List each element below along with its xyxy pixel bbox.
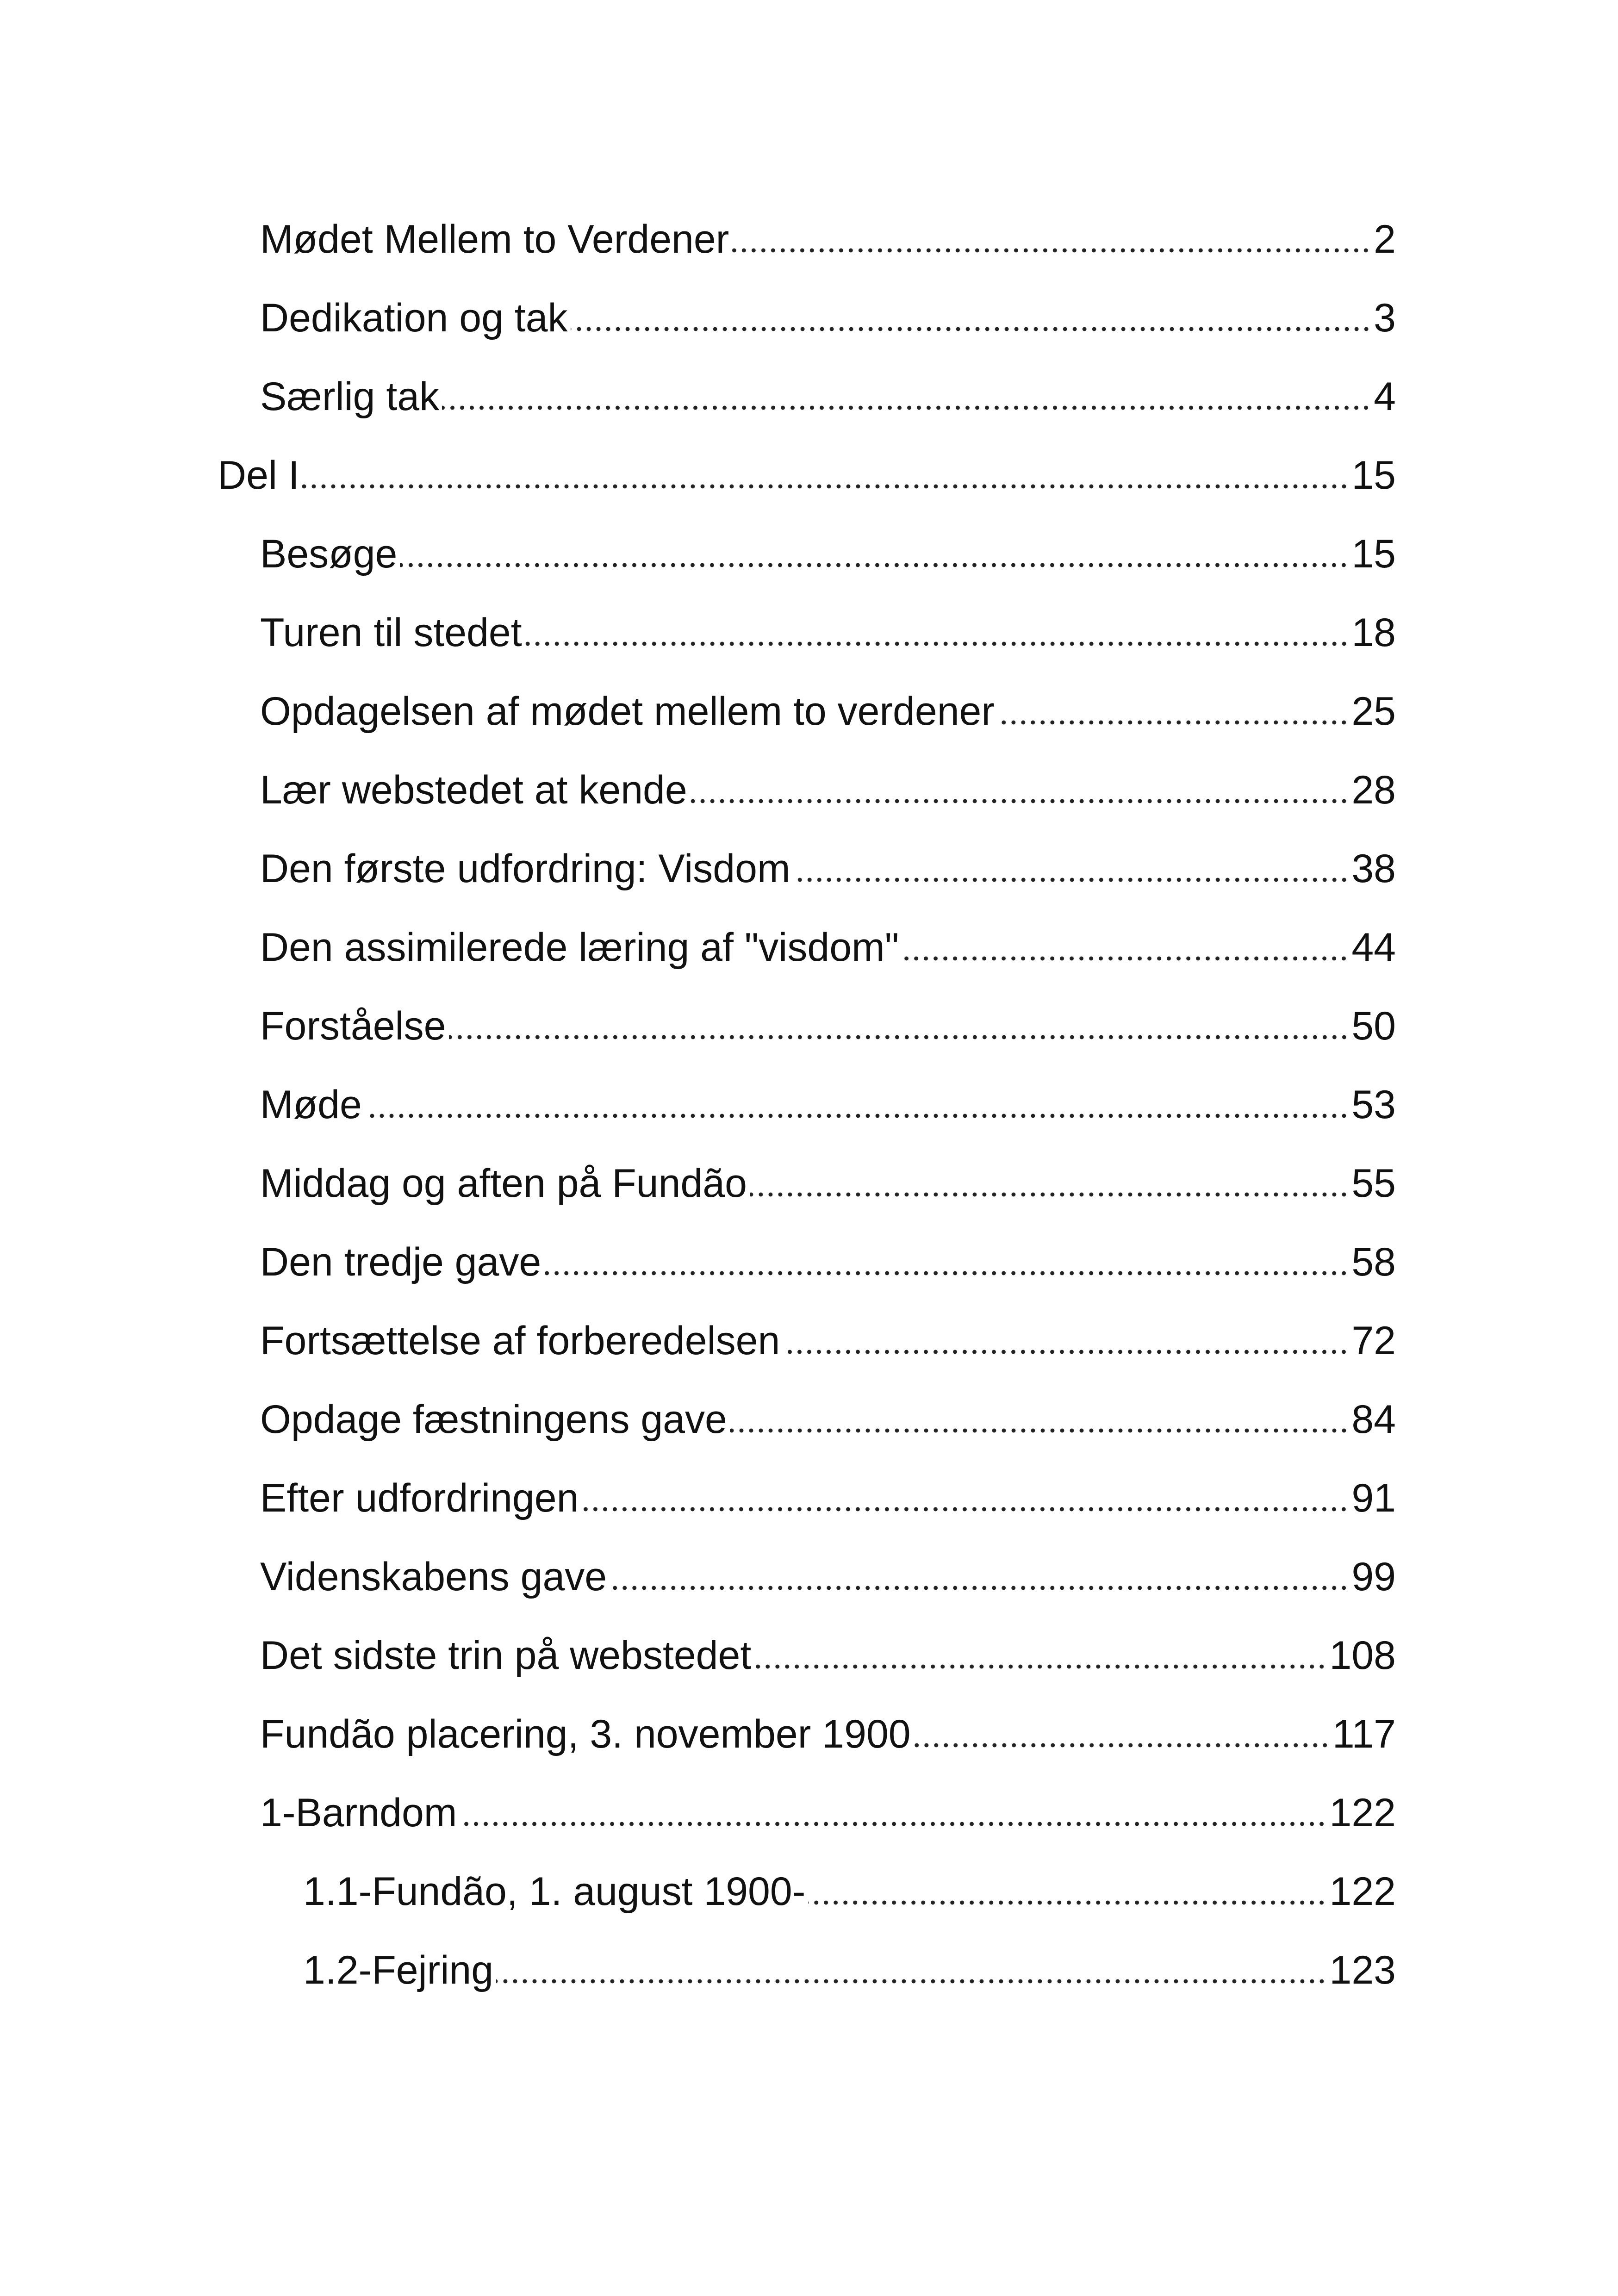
toc-entry-page-number: 55 (1351, 1161, 1396, 1206)
toc-entry[interactable] (260, 1384, 1396, 1442)
toc-entry[interactable] (260, 1069, 1396, 1125)
dot-leader (365, 1114, 1349, 1118)
toc-entry-title: Besøge (260, 532, 398, 576)
toc-entry[interactable] (260, 1699, 1396, 1754)
dot-leader (793, 877, 1349, 882)
toc-entry-title: Middag og aften på Fundão (260, 1161, 747, 1206)
dot-leader (581, 1507, 1349, 1512)
toc-entry-title: Særlig tak (260, 374, 440, 419)
toc-entry[interactable] (260, 754, 1396, 810)
dot-leader (302, 484, 1349, 489)
toc-entry-title: Del I (218, 453, 299, 498)
toc-entry[interactable] (260, 1620, 1396, 1678)
toc-entry-page-number: 3 (1374, 296, 1396, 340)
toc-entry[interactable] (260, 1148, 1396, 1206)
toc-entry-title: Opdagelsen af mødet mellem to verdener (260, 689, 995, 734)
toc-entry-page-number: 108 (1329, 1633, 1396, 1678)
toc-entry[interactable] (260, 833, 1396, 889)
dot-leader (449, 1035, 1349, 1039)
toc-entry[interactable] (260, 912, 1396, 970)
toc-entry-title: Mødet Mellem to Verdener (260, 217, 729, 261)
toc-entry[interactable] (260, 204, 1396, 259)
toc-entry-page-number: 50 (1351, 1004, 1396, 1048)
dot-leader (400, 563, 1349, 567)
toc-entry[interactable] (260, 282, 1396, 338)
toc-entry-page-number: 28 (1351, 768, 1396, 812)
toc-entry-page-number: 99 (1351, 1555, 1396, 1599)
toc-entry-title: Lær webstedet at kende (260, 768, 687, 812)
toc-entry-title: Fundão placering, 3. november 1900 (260, 1712, 911, 1756)
toc-entry-title: Turen til stedet (260, 610, 522, 655)
toc-entry[interactable] (260, 1777, 1396, 1833)
toc-entry-page-number: 53 (1351, 1083, 1396, 1127)
dot-leader (997, 720, 1349, 725)
dot-leader (914, 1743, 1330, 1748)
toc-entry-page-number: 15 (1351, 453, 1396, 498)
toc-entry[interactable] (303, 1856, 1396, 1914)
toc-entry-title: Møde (260, 1083, 362, 1127)
toc-entry-page-number: 117 (1332, 1712, 1396, 1756)
toc-entry-title: Fortsættelse af forberedelsen (260, 1319, 780, 1363)
toc-entry-title: Den tredje gave (260, 1240, 541, 1284)
toc-entry-page-number: 122 (1329, 1869, 1396, 1914)
dot-leader (732, 248, 1371, 253)
dot-leader (525, 641, 1349, 646)
dot-leader (690, 799, 1349, 803)
dot-leader (754, 1664, 1326, 1669)
dot-leader (571, 327, 1371, 331)
toc-entry[interactable] (260, 990, 1396, 1046)
toc-entry-page-number: 18 (1351, 610, 1396, 655)
toc-entry-page-number: 58 (1351, 1240, 1396, 1284)
toc-entry-page-number: 44 (1351, 925, 1396, 970)
toc-entry[interactable] (260, 1541, 1396, 1597)
toc-entry-page-number: 2 (1374, 217, 1396, 261)
dot-leader (460, 1822, 1326, 1826)
toc-entry-title: 1.1-Fundão, 1. august 1900- (303, 1869, 806, 1914)
toc-entry-title: Den første udfordring: Visdom (260, 846, 790, 891)
toc-entry-page-number: 84 (1351, 1397, 1396, 1442)
toc-entry-title: Den assimilerede læring af "visdom" (260, 925, 899, 970)
toc-entry-title: 1-Barndom (260, 1791, 457, 1835)
toc-entry-page-number: 122 (1329, 1791, 1396, 1835)
toc-entry-page-number: 4 (1374, 374, 1396, 419)
toc-entry-title: Videnskabens gave (260, 1555, 607, 1599)
toc-entry-title: Det sidste trin på webstedet (260, 1633, 752, 1678)
toc-entry[interactable] (260, 676, 1396, 734)
dot-leader (730, 1428, 1349, 1433)
toc-entry[interactable] (260, 597, 1396, 653)
toc-entry-page-number: 25 (1351, 689, 1396, 734)
toc-entry[interactable] (260, 1462, 1396, 1518)
toc-entry-title: 1.2-Fejring (303, 1948, 494, 1992)
dot-leader (902, 956, 1349, 961)
toc-entry-page-number: 15 (1351, 532, 1396, 576)
toc-entry[interactable] (260, 518, 1396, 574)
toc-entry-page-number: 123 (1329, 1948, 1396, 1992)
toc-entry[interactable] (260, 1226, 1396, 1282)
toc-entry-title: Forståelse (260, 1004, 446, 1048)
toc-entry[interactable] (303, 1935, 1396, 1990)
dot-leader (442, 405, 1371, 410)
dot-leader (808, 1900, 1326, 1905)
toc-entry[interactable] (260, 361, 1396, 417)
toc-entry[interactable] (260, 1305, 1396, 1361)
dot-leader (750, 1192, 1349, 1197)
dot-leader (544, 1271, 1349, 1276)
toc-entry-page-number: 38 (1351, 846, 1396, 891)
toc-entry-page-number: 72 (1351, 1319, 1396, 1363)
dot-leader (610, 1586, 1349, 1590)
toc-entry-title: Opdage fæstningens gave (260, 1397, 727, 1442)
dot-leader (783, 1350, 1349, 1354)
toc-entry-title: Dedikation og tak (260, 296, 568, 340)
toc-entry[interactable] (218, 440, 1396, 498)
dot-leader (496, 1979, 1326, 1984)
toc-entry-page-number: 91 (1351, 1476, 1396, 1520)
toc-entry-title: Efter udfordringen (260, 1476, 579, 1520)
